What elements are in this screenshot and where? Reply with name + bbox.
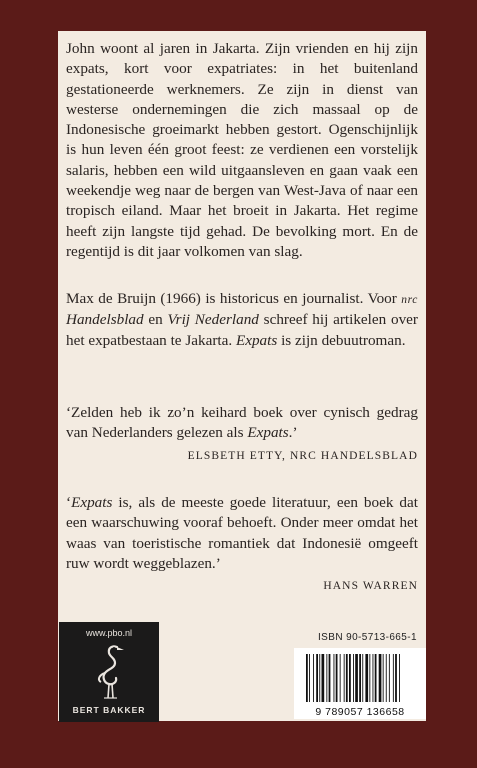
publisher-logo (59, 622, 159, 722)
magazine-name: Vrij Nederland (167, 311, 259, 329)
nrc-abbr: nrc (401, 294, 418, 306)
review-quote-etty: ‘Zelden heb ik zo’n keihard boek over cynisch gedrag van Nederlanders gelezen als Expats.’ ELSBETH ETTY, NRC HANDELSBLAD (66, 403, 418, 466)
isbn-label: ISBN 90-5713-665-1 (318, 632, 417, 643)
book-title: Expats (71, 494, 113, 511)
author-bio: Max de Bruijn (1966) is historicus en journalist. Voor nrc Handelsblad en Vrij Nederland schreef hij artikelen over het expatbestaan te Jakarta. Expats is zijn debuutroman. (66, 290, 418, 349)
publisher-name: BERT BAKKER (72, 705, 146, 715)
book-title: Expats (247, 424, 289, 442)
review-quote-warren: ‘Expats is, als de meeste goede literatuur, een boek dat een waarschuwing vooraf behoeft. Onder meer omdat het waas van toeristische romantiek dat Indonesië omgeeft ruw wordt weggeblazen.’ HANS WARREN (66, 493, 418, 596)
barcode-bars (306, 654, 414, 702)
barcode-number: 9 789057 136658 (315, 706, 405, 718)
quote-attribution: ELSBETH ETTY, NRC HANDELSBLAD (187, 449, 418, 462)
barcode (294, 648, 426, 719)
text-panel (58, 31, 426, 721)
synopsis (66, 39, 418, 262)
author-bio-text: Max de Bruijn (1966) is historicus en journalist. Voor (66, 290, 402, 307)
crane-icon (95, 642, 125, 700)
book-title: Expats (235, 331, 278, 349)
synopsis-paragraph: John woont al jaren in Jakarta. Zijn vrienden en hij zijn expats, kort voor expatriates: in het buitenland gestationeerde werknemers. Ze zijn in dienst van westerse ondernemingen die zich massaal op de Indonesische groeimarkt hebben gestort. Ogenschijnlijk is hun leven één groot feest: ze verdienen een vorstelijk salaris, hebben een wild uitgaansleven en gaan vaak een weekendje weg naar de bergen van West-Java of naar een tropisch eiland. Maar het broeit in Jakarta. Het regime heeft zijn langste tijd gehad. De bevolking mort. En de regentijd is dit jaar volkomen van slag. (66, 40, 418, 260)
publisher-url: www.pbo.nl (85, 628, 133, 638)
quote-attribution: HANS WARREN (323, 580, 418, 593)
